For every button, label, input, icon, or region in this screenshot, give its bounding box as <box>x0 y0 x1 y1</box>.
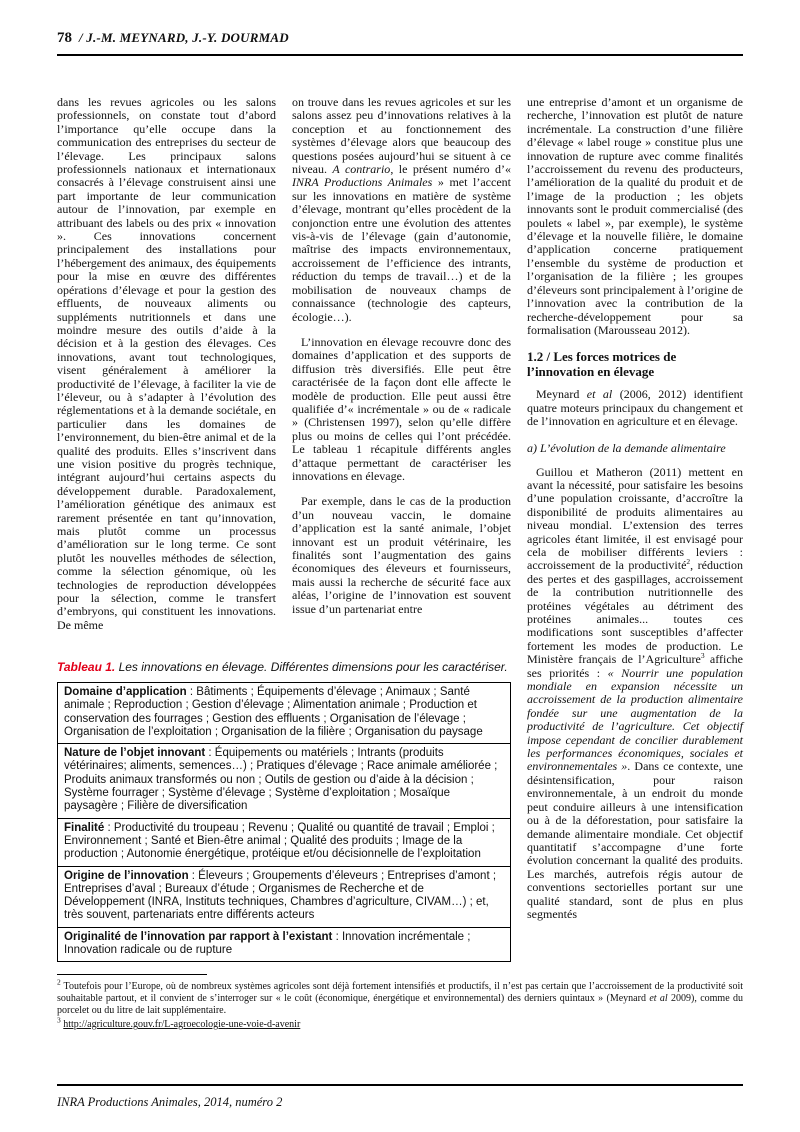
paragraph: dans les revues agricoles ou les salons professionnels, on constate tout d’abord l’importance qu’elle occupe dans la communication des entreprises du secteur de l’élevage. Les principaux salons professionnels nationaux et internationaux consacrés à l’élevage construisent ainsi une part importante de leur communication autour de l’innovation, par exemple en attribuant des labels ou des prix « innovation ». Ces innovations concernent principalement des installations pour l’hébergement des animaux, des équipements pour la mise en œuvre des différentes opérations d’élevage et pour la gestion des effluents, de nouveaux aliments ou suppléments nutritionnels et dans une moindre mesure des outils d’aide à la décision et à la gestion des élevages. Ces innovations, avant tout technologiques, visent généralement à améliorer la productivité de l’élevage, à faciliter la vie de l’éleveur, ou à s’adapter à l’évolution des réglementations et à la demande sociétale, en particulier dans les domaines de l’environnement, du bien-être animal et de la qualité des produits. Elles s’inscrivent dans une vision positive du progrès technique, intégrant aujourd’hui certains aspects du développement durable. Paradoxalement, l’amélioration génétique des animaux est rarement présentée en tant qu’innovation, mais plutôt comme un processus d’amélioration sur le long terme. Ce sont plutôt les nouvelles méthodes de sélection, comme la sélection génomique, où les technologies de reproduction développées pour la sélection, comme le transfert d’embryons, qui constituent les innovations. De même <box>57 95 276 632</box>
footnote-3-marker: 3 <box>57 1015 61 1025</box>
paragraph: Meynard et al (2006, 2012) identifient quatre moteurs principaux du changement et de l’innovation en agriculture et en élevage. <box>527 387 743 429</box>
table-1-block <box>57 660 511 962</box>
footnote-3-link[interactable]: http://agriculture.gouv.fr/L-agroecologie-une-voie-d-avenir <box>63 1019 301 1031</box>
footnote-3 <box>57 1015 743 1031</box>
page-number: 78 <box>57 30 72 46</box>
column-3 <box>527 96 743 962</box>
section-heading-1-2: 1.2 / Les forces motrices de l’innovation en élevage <box>527 349 677 380</box>
paragraph: L’innovation en élevage recouvre donc des domaines d’application et des supports de diffusion très diversifiés. Elle peut être caractérisée de la façon dont elle affecte le modèle de production. Elle peut aussi être qualifiée d’« incrémentale » ou de « radicale » (Christensen 1997), selon qu’elle diffère plus ou moins de celles qui l’ont précédée. Le tableau 1 récapitule différents angles d’attaque permettant de caractériser les innovations en élevage. <box>292 334 511 483</box>
table-row-origine: Origine de l’innovation : Éleveurs ; Groupements d’éleveurs ; Entreprises d’amont ; Entreprises d’aval ; Bureaux d’étude ; Organismes de Recherche et de Développement (INRA, Instituts techniques, Chambres d’agriculture, CIVAM…) ; et, très souvent, partenariats entre différents acteurs <box>58 867 510 928</box>
table-row-finalite: Finalité : Productivité du troupeau ; Revenu ; Qualité ou quantité de travail ; Emploi ; Environnement ; Santé et Bien-être animal ; Qualité des produits ; Image de la production ; Autonomie énergétique, protéique et/ou décisionnelle de l’exploitation <box>58 819 510 867</box>
innovation-table <box>57 682 511 962</box>
text-columns-left <box>57 96 511 648</box>
table-row-originalite: Originalité de l’innovation par rapport à l’existant : Innovation incrémentale ; Innovation radicale ou de rupture <box>64 930 471 957</box>
subsection-heading-a: a) L’évolution de la demande alimentaire <box>527 440 726 455</box>
column-1 <box>57 96 276 648</box>
page-footer <box>57 1084 743 1110</box>
paragraph: une entreprise d’amont et un organisme de recherche, l’innovation est plutôt de nature incrémentale. La construction d’une filière d’élevage « label rouge » constitue plus une innovation de rupture avec comme finalités l’accroissement du revenu des producteurs, l’amélioration de la qualité du produit et de l’image de la production ; les objets innovants sont le produit commercialisé (des poulets « label », par exemple), le système d’élevage et la nouvelle filière, le domaine d’application concerne pratiquement l’ensemble du système de production et l’organisation de la filière ; les groupes d’éleveurs sont principalement à l’origine de l’innovation avec la contribution de la recherche-développement pour sa formalisation (Marousseau 2012). <box>527 95 743 337</box>
table-caption: Tableau 1. Les innovations en élevage. Différentes dimensions pour les caractériser. <box>57 660 508 674</box>
table-row-nature-objet: Nature de l’objet innovant : Équipements ou matériels ; Intrants (produits vétérinaires; aliments, semences…) ; Pratiques d’élevage ; Race animale améliorée ; Produits animaux transformés ou non ; Outils de gestion ou d’aide à la décision ; Système fourrager ; Système d’élevage ; Système d’exploitation ; Mosaïque paysagère ; Filière de diversification <box>58 744 510 818</box>
page-header <box>57 30 743 56</box>
paragraph: Guillou et Matheron (2011) mettent en avant la nécessité, pour satisfaire les besoins d’une population croissante, d’accroître la disponibilité de produits alimentaires au niveau mondial. L’extension des terres agricoles étant limitée, il est envisagé pour cela de mobiliser différents leviers : accroissement de la productivité$^2$, réduction des pertes et des gaspillages, accroissement de la contribution nutritionnelle des protéines végétales au détriment des protéines animales... toutes ces modifications sont susceptibles d’affecter fortement les modes de production. Le Ministère français de l’Agriculture$^3$ affiche ses priorités : « Nourrir une population mondiale en expansion nécessite un accroissement de la production alimentaire fondée sur une augmentation de la productivité de l’agriculture. Cet objectif impose cependant de concilier durablement les performances économiques, sociales et environnementales ». Dans ce contexte, une désintensification, pour raison environnementale, à un endroit du monde peut conduire ailleurs à une intensification ou à de la déforestation, pour satisfaire la demande alimentaire mondiale. Cet objectif quantitatif s’accompagne d’une forte évolution concernant la qualité des produits. Les marchés, autrefois régis autour de conventions sectorielles portant sur une qualité standard, sont de plus en plus segmentés <box>527 464 744 921</box>
footnote-rule <box>57 974 207 975</box>
footnotes-section <box>57 974 743 1030</box>
paragraph: on trouve dans les revues agricoles et sur les salons assez peu d’innovations relatives à la conception et au fonctionnement des systèmes d’élevage alors que beaucoup des questions posées aujourd’hui se situent à ce niveau. A contrario, le présent numéro d’« INRA Productions Animales » met l’accent sur les innovations en matière de système d’élevage, montrant qu’elles procèdent de la conjonction entre une évolution des attentes vis-à-vis de l’élevage (gain d’autonomie, maîtrise des impacts environnementaux, accroissement de l’efficience des intrants, réduction du temps de travail…) et de la mobilisation de nouveaux champs de connaissance (technologie des capteurs, écologie…). <box>292 95 511 324</box>
left-region <box>57 96 511 962</box>
journal-line: INRA Productions Animales, 2014, numéro 2 <box>57 1095 283 1109</box>
table-row-domaine-application: Domaine d’application : Bâtiments ; Équipements d’élevage ; Animaux ; Santé animale ; Reproduction ; Gestion d’élevage ; Alimentation animale ; Production et conservation des fourrages ; Gestion des effluents ; Organisation de l’élevage ; Organisation de l’exploitation ; Organisation de la filière ; Organisation du paysage <box>58 683 510 744</box>
footnote-2: $^2$ Toutefois pour l’Europe, où de nombreux systèmes agricoles sont déjà fortement intensifiés et productifs, il n’est pas certain que l’accroissement de la productivité soit souhaitable partout, et il convient de s’interroger sur « le coût (économique, énergétique et environnemental) des derniers quintaux » (Meynard et al 2009), comme du porcelet ou du litre de lait supplémentaire. <box>57 978 744 1016</box>
paragraph: Par exemple, dans le cas de la production d’un nouveau vaccin, le domaine d’application est la santé animale, l’objet innovant est un produit vétérinaire, les finalités sont l’augmentation des gains économiques des éleveurs et fournisseurs, mais aussi la recherche de sécurité face aux aléas, l’origine de l’innovation est souvent issue d’un partenariat entre <box>292 494 511 616</box>
page-body <box>57 96 743 962</box>
running-authors: / J.-M. MEYNARD, J.-Y. DOURMAD <box>79 30 289 45</box>
column-2 <box>292 96 511 648</box>
